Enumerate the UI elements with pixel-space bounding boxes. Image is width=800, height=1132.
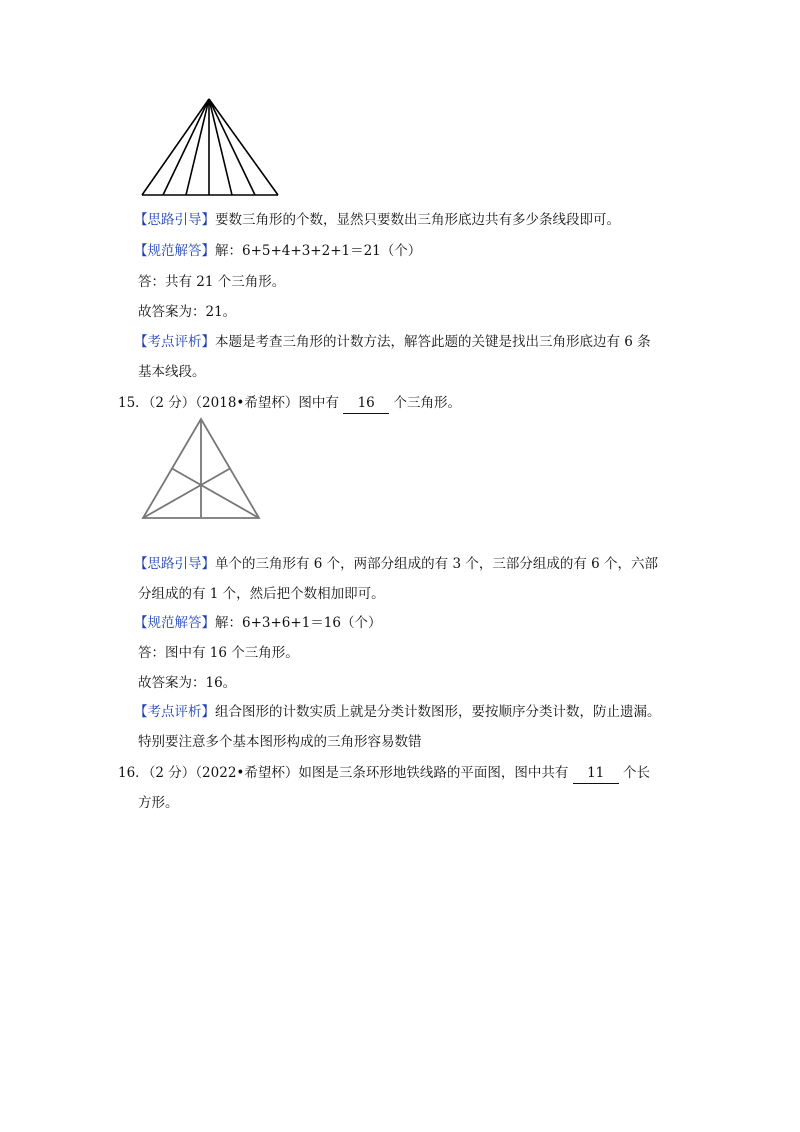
triangle-medians-figure [138,414,268,524]
block15-review-cont: 特别要注意多个基本图形构成的三角形容易数错 [138,734,422,750]
hint-tag: 【思路引导】 [134,556,215,572]
block15-answer: 答：图中有 16 个三角形。 [138,645,299,661]
solution-text: 解：6+5+4+3+2+1＝21（个） [215,243,422,259]
hint-text: 单个的三角形有 6 个，两部分组成的有 3 个，三部分组成的有 6 个，六部 [215,556,659,572]
block14-hint [134,210,620,230]
block14-review-cont: 基本线段。 [138,364,206,380]
block15-hint [134,554,658,574]
block14-solution [134,241,421,261]
solution-text: 解：6+3+6+1＝16（个） [215,615,382,631]
q15-suffix: 个三角形。 [393,395,461,411]
review-tag: 【考点评析】 [134,334,215,350]
q16-suffix: 个长 [622,765,650,781]
solution-tag: 【规范解答】 [134,615,215,631]
block15-review [134,702,661,722]
block15-solution [134,613,381,633]
block14-final: 故答案为：21。 [138,304,237,320]
block15-final: 故答案为：16。 [138,675,237,691]
question-16 [118,763,650,784]
q16-answer-blank: 11 [573,763,619,784]
q16-prefix: 16．（2 分）（2022•希望杯）如图是三条环形地铁线路的平面图，图中共有 [118,765,569,781]
hint-tag: 【思路引导】 [134,212,215,228]
question-16-cont: 方形。 [138,795,179,811]
block14-review [134,332,651,352]
block14-answer: 答：共有 21 个三角形。 [138,274,286,290]
question-15 [118,393,461,414]
fan-triangle-figure [138,95,288,205]
review-tag: 【考点评析】 [134,704,215,720]
solution-tag: 【规范解答】 [134,243,215,259]
hint-text: 要数三角形的个数，显然只要数出三角形底边共有多少条线段即可。 [215,212,620,228]
review-text: 组合图形的计数实质上就是分类计数图形，要按顺序分类计数，防止遗漏。 [215,704,661,720]
block15-hint-cont: 分组成的有 1 个，然后把个数相加即可。 [138,586,385,602]
q15-prefix: 15．（2 分）（2018•希望杯）图中有 [118,395,339,411]
review-text: 本题是考查三角形的计数方法，解答此题的关键是找出三角形底边有 6 条 [215,334,651,350]
q15-answer-blank: 16 [343,393,389,414]
